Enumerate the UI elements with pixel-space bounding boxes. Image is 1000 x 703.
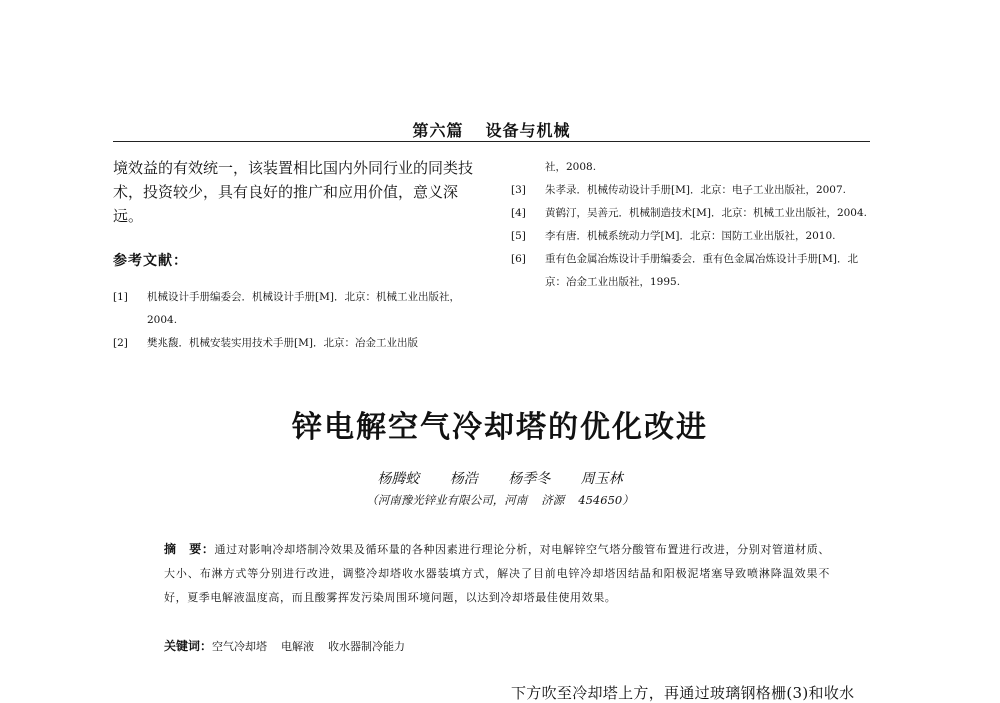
reference-item bbox=[511, 179, 873, 202]
affiliation-city: 济源 bbox=[541, 493, 565, 507]
affiliation bbox=[0, 492, 1000, 508]
reference-item bbox=[113, 286, 483, 332]
reference-number: [4] bbox=[511, 207, 526, 219]
body-continuation: 下方吹至冷却塔上方，再通过玻璃钢格栅(3)和收水 bbox=[511, 684, 855, 702]
author-name: 杨浩 bbox=[449, 471, 478, 487]
reference-number: [3] bbox=[511, 184, 526, 196]
abstract-text: 通过对影响冷却塔制冷效果及循环量的各种因素进行理论分析，对电解锌空气塔分酸管布置进行改进，分别对管道材质、大小、布淋方式等分别进行改进，调整冷却塔收水器装填方式，解决了目前电锌冷却塔因结晶和阳极泥堵塞导致喷淋降温效果不好，夏季电解液温度高，而且酸雾挥发污染周围环境问题，以达到冷却塔最佳使用效果。 bbox=[164, 543, 831, 604]
abstract-label: 摘 要： bbox=[164, 542, 215, 556]
affiliation-zip: 454650） bbox=[578, 493, 634, 507]
keyword: 电解液 bbox=[281, 640, 315, 653]
author-name: 杨季冬 bbox=[508, 471, 551, 487]
reference-text: 黄鹤汀，吴善元．机械制造技术[M]．北京：机械工业出版社，2004. bbox=[545, 207, 868, 219]
keyword: 收水器制冷能力 bbox=[328, 640, 406, 653]
reference-text: 重有色金属冶炼设计手册编委会．重有色金属冶炼设计手册[M]．北京：冶金工业出版社，1995. bbox=[545, 253, 858, 288]
affiliation-org: （河南豫光锌业有限公司，河南 bbox=[366, 493, 528, 507]
keywords-label: 关键词： bbox=[164, 639, 213, 653]
keywords bbox=[164, 637, 419, 654]
author-name: 杨腾蛟 bbox=[377, 471, 420, 487]
reference-item bbox=[511, 225, 873, 248]
article-title: 锌电解空气冷却塔的优化改进 bbox=[292, 410, 708, 445]
body-paragraph: 境效益的有效统一，该装置相比国内外同行业的同类技术，投资较少，具有良好的推广和应用价值，意义深远。 bbox=[113, 159, 474, 225]
reference-text: 社，2008. bbox=[545, 161, 597, 173]
reference-number: [2] bbox=[113, 337, 128, 349]
reference-continuation bbox=[511, 156, 873, 179]
reference-item bbox=[511, 202, 873, 225]
header-title: 设备与机械 bbox=[485, 121, 571, 140]
header-part: 第六篇 bbox=[412, 121, 464, 140]
left-column bbox=[113, 156, 483, 355]
reference-text: 樊兆馥．机械安装实用技术手册[M]．北京：冶金工业出版 bbox=[147, 337, 418, 349]
reference-number: [5] bbox=[511, 230, 526, 242]
reference-number: [6] bbox=[511, 253, 526, 265]
abstract bbox=[164, 537, 830, 610]
header-rule bbox=[113, 141, 870, 142]
right-column bbox=[511, 156, 873, 294]
reference-text: 李有唐．机械系统动力学[M]．北京：国防工业出版社，2010. bbox=[545, 230, 836, 242]
reference-number: [1] bbox=[113, 291, 128, 303]
author-list bbox=[0, 468, 1000, 488]
reference-item bbox=[113, 332, 483, 355]
author-name: 周玉林 bbox=[580, 471, 623, 487]
references-title: 参考文献： bbox=[113, 253, 188, 269]
keyword: 空气冷却塔 bbox=[212, 640, 268, 653]
reference-text: 机械设计手册编委会．机械设计手册[M]．北京：机械工业出版社，2004. bbox=[147, 291, 460, 326]
reference-text: 朱孝录．机械传动设计手册[M]．北京：电子工业出版社，2007. bbox=[545, 184, 847, 196]
running-header bbox=[113, 118, 870, 141]
reference-item bbox=[511, 248, 873, 294]
